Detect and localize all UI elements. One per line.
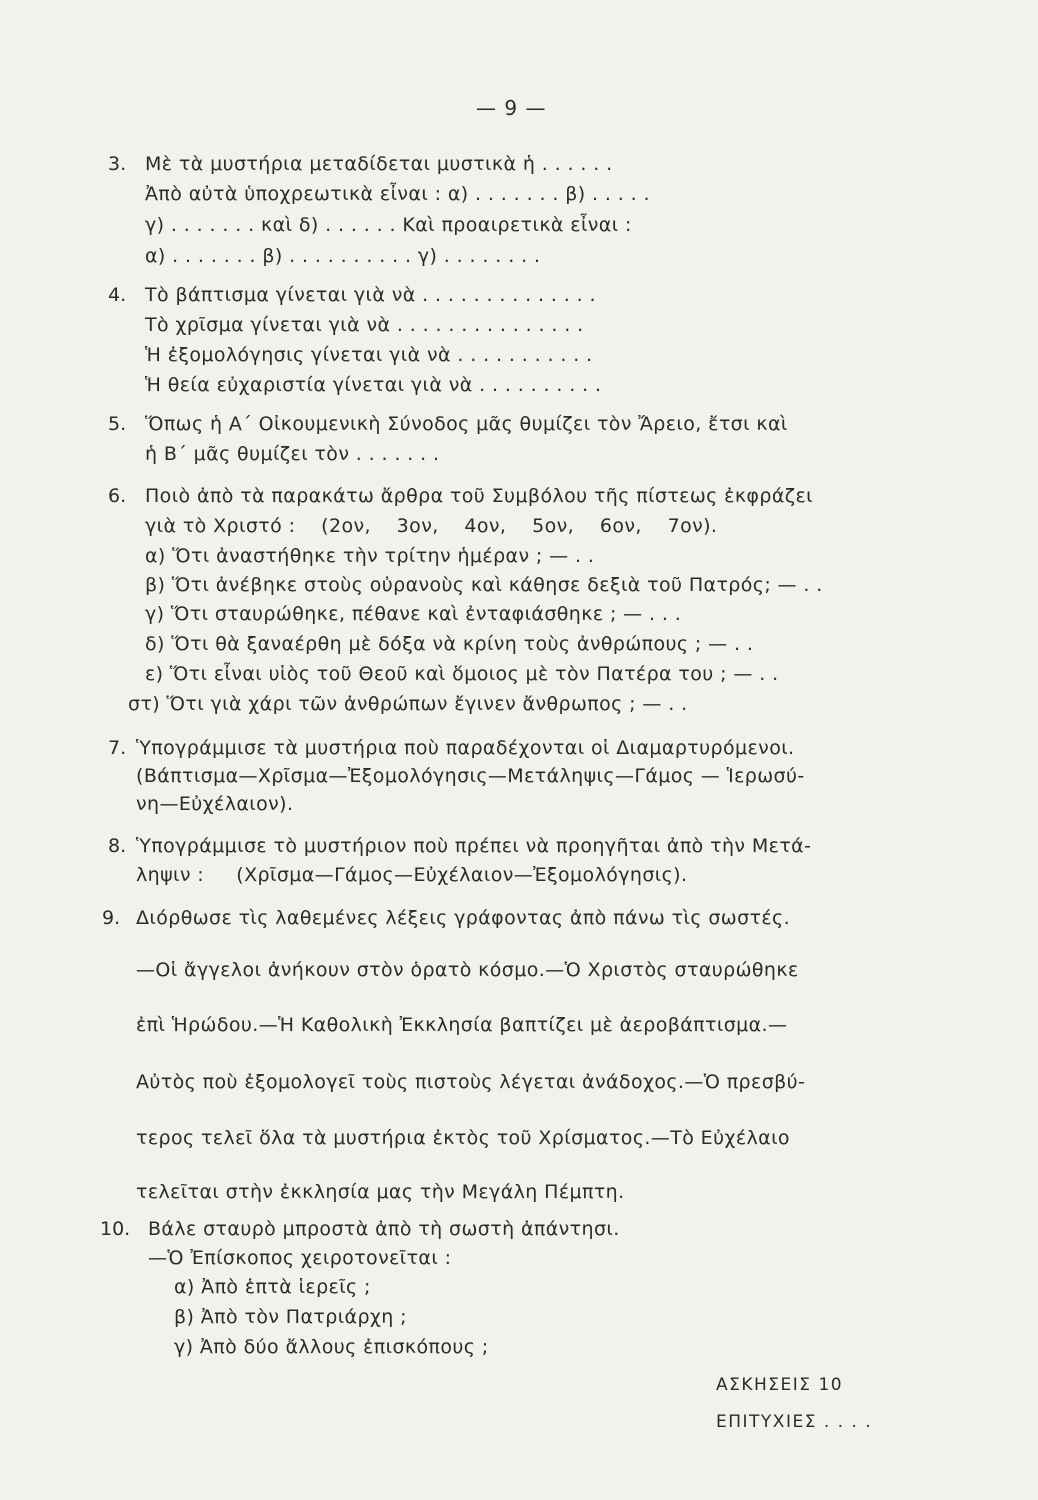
- question-10-line-2: —Ὁ Ἐπίσκοπος χειροτονεῖται :: [148, 1247, 452, 1269]
- successes-score: ΕΠΙΤΥΧΙΕΣ . . . .: [716, 1412, 873, 1432]
- question-6-number: 6.: [108, 485, 127, 507]
- question-3-line-2: Ἀπὸ αὐτὰ ὑποχρεωτικὰ εἶναι : α) . . . . . . . β) . . . . .: [145, 183, 650, 205]
- question-6-option-e: ε) Ὅτι εἶναι υἱὸς τοῦ Θεοῦ καὶ ὅμοιος μὲ τὸν Πατέρα του ; — . .: [145, 663, 779, 685]
- question-8-number: 8.: [108, 835, 127, 857]
- question-6-option-a: α) Ὅτι ἀναστήθηκε τὴν τρίτην ἡμέραν ; — . .: [145, 545, 595, 567]
- question-10-number: 10.: [100, 1218, 131, 1240]
- question-9-line-3: ἐπὶ Ἡρώδου.—Ἡ Καθολικὴ Ἐκκλησία βαπτίζει μὲ ἀεροβάπτισμα.—: [136, 1014, 788, 1036]
- question-8-line-2: ληψιν : (Χρῖσμα—Γάμος—Εὐχέλαιον—Ἐξομολόγησις).: [136, 864, 688, 886]
- question-6-option-f: στ) Ὅτι γιὰ χάρι τῶν ἀνθρώπων ἔγινεν ἄνθρωπος ; — . .: [128, 693, 688, 715]
- question-4-line-3: Ἡ ἐξομολόγησις γίνεται γιὰ νὰ . . . . . . . . . . .: [145, 344, 593, 366]
- exercises-score: ΑΣΚΗΣΕΙΣ 10: [716, 1375, 844, 1395]
- question-10-option-c: γ) Ἀπὸ δύο ἄλλους ἐπισκόπους ;: [174, 1336, 489, 1358]
- question-9-line-1: Διόρθωσε τὶς λαθεμένες λέξεις γράφοντας ἀπὸ πάνω τὶς σωστές.: [136, 907, 791, 929]
- question-4-number: 4.: [108, 284, 127, 306]
- question-10-option-b: β) Ἀπὸ τὸν Πατριάρχη ;: [174, 1306, 407, 1328]
- question-6-option-c: γ) Ὅτι σταυρώθηκε, πέθανε καὶ ἐνταφιάσθηκε ; — . . .: [145, 603, 682, 625]
- question-5-number: 5.: [108, 413, 127, 435]
- question-10-line-1: Βάλε σταυρὸ μπροστὰ ἀπὸ τὴ σωστὴ ἀπάντησι.: [148, 1218, 620, 1240]
- question-7-line-3: νη—Εὐχέλαιον).: [136, 793, 294, 815]
- question-4-line-4: Ἡ θεία εὐχαριστία γίνεται γιὰ νὰ . . . . . . . . . .: [145, 374, 602, 396]
- question-3-line-1: Μὲ τὰ μυστήρια μεταδίδεται μυστικὰ ἡ . . . . . .: [145, 153, 613, 175]
- question-8-line-1: Ὑπογράμμισε τὸ μυστήριον ποὺ πρέπει νὰ προηγῆται ἀπὸ τὴν Μετά-: [136, 835, 812, 857]
- question-4-line-2: Τὸ χρῖσμα γίνεται γιὰ νὰ . . . . . . . . . . . . . . .: [145, 314, 584, 336]
- question-6-option-b: β) Ὅτι ἀνέβηκε στοὺς οὐρανοὺς καὶ κάθησε δεξιὰ τοῦ Πατρός; — . .: [145, 574, 823, 596]
- question-9-line-2: —Οἱ ἄγγελοι ἀνήκουν στὸν ὁρατὸ κόσμο.—Ὁ Χριστὸς σταυρώθηκε: [136, 959, 799, 981]
- question-7-line-1: Ὑπογράμμισε τὰ μυστήρια ποὺ παραδέχονται οἱ Διαμαρτυρόμενοι.: [136, 737, 795, 759]
- question-6-line-2: γιὰ τὸ Χριστό : (2ον, 3ον, 4ον, 5ον, 6ον, 7ον).: [145, 515, 718, 537]
- question-3-number: 3.: [108, 153, 127, 175]
- question-6-option-d: δ) Ὅτι θὰ ξαναέρθη μὲ δόξα νὰ κρίνη τοὺς ἀνθρώπους ; — . .: [145, 633, 754, 655]
- question-5-line-1: Ὅπως ἡ Α΄ Οἰκουμενικὴ Σύνοδος μᾶς θυμίζει τὸν Ἄρειο, ἔτσι καὶ: [145, 413, 788, 435]
- question-7-line-2: (Βάπτισμα—Χρῖσμα—Ἐξομολόγησις—Μετάληψις—Γάμος — Ἱερωσύ-: [136, 765, 805, 787]
- question-4-line-1: Τὸ βάπτισμα γίνεται γιὰ νὰ . . . . . . . . . . . . . .: [145, 284, 596, 306]
- question-3-line-3: γ) . . . . . . . καὶ δ) . . . . . . Καὶ προαιρετικὰ εἶναι :: [145, 214, 632, 236]
- question-7-number: 7.: [108, 737, 127, 759]
- question-9-line-5: τερος τελεῖ ὅλα τὰ μυστήρια ἐκτὸς τοῦ Χρίσματος.—Τὸ Εὐχέλαιο: [136, 1127, 790, 1149]
- question-3-line-4: α) . . . . . . . β) . . . . . . . . . . γ) . . . . . . . .: [145, 245, 541, 267]
- question-10-option-a: α) Ἀπὸ ἑπτὰ ἱερεῖς ;: [174, 1276, 371, 1298]
- question-9-line-4: Αὐτὸς ποὺ ἐξομολογεῖ τοὺς πιστοὺς λέγεται ἀνάδοχος.—Ὁ πρεσβύ-: [136, 1071, 806, 1093]
- question-5-line-2: ἡ Β΄ μᾶς θυμίζει τὸν . . . . . . .: [145, 443, 440, 465]
- question-9-number: 9.: [102, 907, 121, 929]
- page-number: — 9 —: [476, 96, 547, 120]
- question-9-line-6: τελεῖται στὴν ἐκκλησία μας τὴν Μεγάλη Πέμπτη.: [136, 1181, 625, 1203]
- question-6-line-1: Ποιὸ ἀπὸ τὰ παρακάτω ἄρθρα τοῦ Συμβόλου τῆς πίστεως ἐκφράζει: [145, 485, 813, 507]
